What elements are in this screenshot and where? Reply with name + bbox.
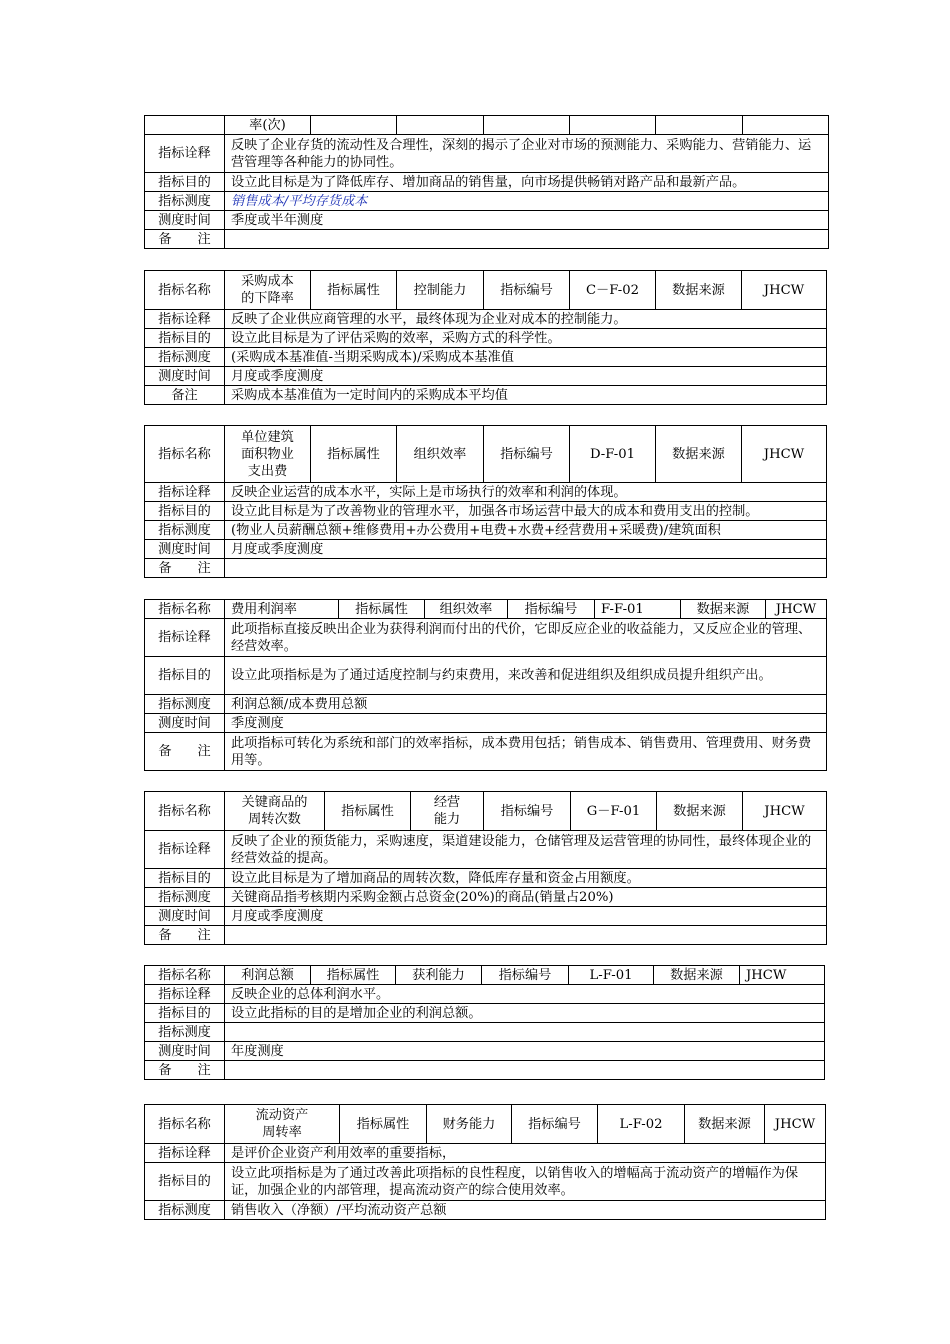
remark-char-2: 注 [197,744,211,759]
purpose-value: 设立此目标是为了增加商品的周转次数，降低库存量和资金占用额度。 [225,869,827,888]
remark-value: 采购成本基准值为一定时间内的采购成本平均值 [225,386,827,405]
label-remark [145,1061,225,1080]
remark-value [225,559,827,578]
code-value: L-F-01 [569,966,654,985]
label-remark: 备注 [145,386,225,405]
code-value: G－F-01 [571,792,657,831]
label-measure: 指标测度 [145,888,225,907]
source-value: JHCW [742,426,827,483]
explain-value: 反映企业的总体利润水平。 [225,985,825,1004]
label-code: 指标编号 [484,271,570,310]
remark-value [225,926,827,945]
kpi-table-key-goods-turnover [144,791,827,945]
name-line-1: 关键商品的 [241,795,308,810]
label-time: 测度时间 [145,540,225,559]
label-explain: 指标诠释 [145,831,225,869]
kpi-table-total-profit [144,965,825,1080]
purpose-value: 设立此指标的目的是增加企业的利润总额。 [225,1004,825,1023]
label-purpose: 指标目的 [145,329,225,348]
code-value: L-F-02 [598,1105,685,1144]
name-line-2: 面积物业 [241,446,294,462]
explain-value: 反映了企业供应商管理的水平，最终体现为企业对成本的控制能力。 [225,310,827,329]
label-code: 指标编号 [508,600,595,619]
remark-char-1: 备 [158,927,172,943]
label-time: 测度时间 [145,211,225,230]
purpose-value: 设立此目标是为了改善物业的管理水平，加强各市场运营中最大的成本和费用支出的控制。 [225,502,827,521]
name-line-1: 流动资产 [255,1108,309,1123]
attribute-value: 财务能力 [427,1105,512,1144]
label-source: 数据来源 [656,426,742,483]
measure-value [225,1023,825,1042]
purpose-value: 设立此项指标是为了通过适度控制与约束费用，来改善和促进组织及组织成员提升组织产出。 [225,657,827,695]
remark-char-1: 备 [158,560,172,576]
kpi-table-current-asset-turnover [144,1104,826,1220]
label-remark [145,230,225,249]
indicator-name [225,271,311,310]
measure-value: 利润总额/成本费用总额 [225,695,827,714]
label-code: 指标编号 [484,792,571,831]
label-purpose: 指标目的 [145,173,225,192]
label-purpose: 指标目的 [145,502,225,521]
label-name: 指标名称 [145,426,225,483]
label-time: 测度时间 [145,714,225,733]
indicator-name [225,1105,340,1144]
label-purpose: 指标目的 [145,1004,225,1023]
indicator-name: 费用利润率 [225,600,339,619]
time-value: 季度或半年测度 [225,211,829,230]
code-value: F-F-01 [595,600,681,619]
attribute-value: 获利能力 [396,966,482,985]
label-name: 指标名称 [145,271,225,310]
label-remark [145,926,225,945]
measure-formula: 销售成本/平均存货成本 [231,193,368,209]
label-remark [145,733,225,771]
remark-value [225,230,829,249]
label-explain: 指标诠释 [145,310,225,329]
purpose-value: 设立此目标是为了评估采购的效率，采购方式的科学性。 [225,329,827,348]
remark-char-1: 备 [158,744,172,759]
label-source: 数据来源 [654,966,740,985]
table-cell [570,116,656,135]
indicator-name: 利润总额 [225,966,311,985]
measure-value: 关键商品指考核期内采购金额占总资金(20%)的商品(销量占20%) [225,888,827,907]
time-value: 年度测度 [225,1042,825,1061]
code-value: D-F-01 [570,426,656,483]
label-measure: 指标测度 [145,521,225,540]
label-name: 指标名称 [145,966,225,985]
label-measure: 指标测度 [145,192,225,211]
explain-value: 反映了企业的预货能力，采购速度，渠道建设能力，仓储管理及运营管理的协同性，最终体现企业的经营效益的提高。 [225,831,827,869]
source-value: JHCW [765,1105,826,1144]
remark-char-2: 注 [197,560,211,576]
label-name: 指标名称 [145,792,225,831]
measure-value: (采购成本基准值-当期采购成本)/采购成本基准值 [225,348,827,367]
name-line-3: 支出费 [247,463,288,479]
label-explain: 指标诠释 [145,1144,225,1163]
name-line-2: 周转次数 [248,812,301,827]
label-explain: 指标诠释 [145,135,225,173]
measure-value [225,192,829,211]
purpose-value: 设立此项指标是为了通过改善此项指标的良性程度，以销售收入的增幅高于流动资产的增幅作为保证，加强企业的内部管理，提高流动资产的综合使用效率。 [225,1163,826,1201]
attribute-value: 控制能力 [397,271,484,310]
remark-char-2: 注 [197,927,211,943]
label-attribute: 指标属性 [311,271,397,310]
label-purpose: 指标目的 [145,869,225,888]
remark-value: 此项指标可转化为系统和部门的效率指标，成本费用包括；销售成本、销售费用、管理费用、财务费用等。 [225,733,827,771]
kpi-table-property-expense [144,425,827,578]
label-source: 数据来源 [656,271,742,310]
label-purpose: 指标目的 [145,657,225,695]
code-value: C－F-02 [570,271,656,310]
attribute-line-1: 经营 [433,795,461,810]
label-measure: 指标测度 [145,1023,225,1042]
table-cell [743,116,829,135]
table-cell [145,116,225,135]
name-line-2: 周转率 [262,1125,302,1140]
time-value: 月度或季度测度 [225,367,827,386]
remark-char-1: 备 [158,231,172,247]
kpi-table-expense-profit-rate [144,599,827,771]
purpose-value: 设立此目标是为了降低库存、增加商品的销售量，向市场提供畅销对路产品和最新产品。 [225,173,829,192]
label-source: 数据来源 [681,600,766,619]
explain-value: 此项指标直接反映出企业为获得利润而付出的代价，它即反应企业的收益能力，又反应企业的管理、经营效率。 [225,619,827,657]
time-value: 月度或季度测度 [225,907,827,926]
source-value: JHCW [743,792,827,831]
table-cell [311,116,397,135]
kpi-table-inventory-turnover [144,115,829,249]
attribute-line-2: 能力 [433,812,461,827]
explain-value: 是评价企业资产利用效率的重要指标， [225,1144,826,1163]
label-attribute: 指标属性 [339,600,425,619]
label-code: 指标编号 [484,426,570,483]
table-cell [484,116,570,135]
source-value: JHCW [742,271,827,310]
label-source: 数据来源 [657,792,743,831]
kpi-table-procurement-cost [144,270,827,405]
label-attribute: 指标属性 [311,426,397,483]
table-cell [397,116,484,135]
name-line-2: 的下降率 [241,291,294,306]
label-time: 测度时间 [145,1042,225,1061]
label-attribute: 指标属性 [311,966,396,985]
attribute-value: 组织效率 [425,600,508,619]
attribute-value: 组织效率 [397,426,484,483]
name-line-1: 单位建筑 [241,429,294,445]
time-value: 月度或季度测度 [225,540,827,559]
label-code: 指标编号 [482,966,569,985]
measure-value: (物业人员薪酬总额+维修费用+办公费用+电费+水费+经营费用+采暖费)/建筑面积 [225,521,827,540]
label-attribute: 指标属性 [340,1105,427,1144]
indicator-name [225,426,311,483]
remark-char-2: 注 [197,231,211,247]
label-time: 测度时间 [145,907,225,926]
time-value: 季度测度 [225,714,827,733]
label-explain: 指标诠释 [145,483,225,502]
label-purpose: 指标目的 [145,1163,225,1201]
label-measure: 指标测度 [145,348,225,367]
label-attribute: 指标属性 [325,792,411,831]
source-value: JHCW [740,966,825,985]
source-value: JHCW [766,600,827,619]
indicator-name-tail: 率(次) [225,116,311,135]
label-time: 测度时间 [145,367,225,386]
label-source: 数据来源 [685,1105,765,1144]
label-measure: 指标测度 [145,1201,225,1220]
name-line-1: 采购成本 [241,274,294,289]
remark-value [225,1061,825,1080]
label-remark [145,559,225,578]
explain-value: 反映企业运营的成本水平，实际上是市场执行的效率和利润的体现。 [225,483,827,502]
label-measure: 指标测度 [145,695,225,714]
label-explain: 指标诠释 [145,619,225,657]
attribute-value [411,792,484,831]
explain-value: 反映了企业存货的流动性及合理性，深刻的揭示了企业对市场的预测能力、采购能力、营销能力、运营管理等各种能力的协同性。 [225,135,829,173]
table-cell [656,116,743,135]
label-code: 指标编号 [512,1105,598,1144]
label-explain: 指标诠释 [145,985,225,1004]
remark-char-1: 备 [158,1062,172,1078]
measure-value: 销售收入（净额）/平均流动资产总额 [225,1201,826,1220]
indicator-name [225,792,325,831]
label-name: 指标名称 [145,600,225,619]
label-name: 指标名称 [145,1105,225,1144]
remark-char-2: 注 [197,1062,211,1078]
